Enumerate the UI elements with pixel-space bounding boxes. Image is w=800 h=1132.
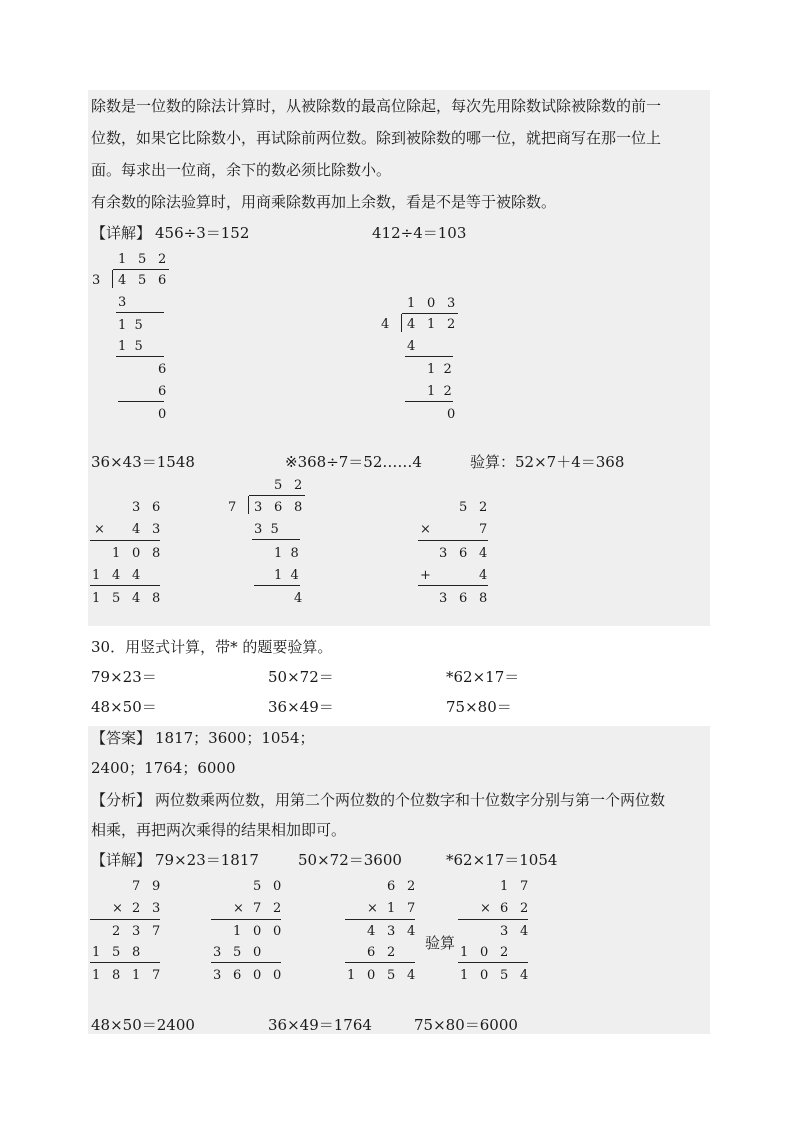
step-line bbox=[118, 401, 164, 402]
digit: 4 bbox=[132, 568, 141, 583]
digit: 7 bbox=[132, 879, 141, 894]
digit: 5 bbox=[253, 879, 262, 894]
division-bracket bbox=[112, 270, 113, 288]
digit: 4 bbox=[520, 968, 529, 983]
dividend-digit: 4 bbox=[407, 317, 416, 332]
digit: 8 bbox=[112, 968, 121, 983]
step-value: 1 2 bbox=[427, 384, 452, 399]
digit: 1 bbox=[112, 546, 121, 561]
digit: 3 bbox=[213, 968, 222, 983]
remainder: 4 bbox=[294, 591, 303, 606]
explanation-line-4: 有余数的除法验算时，用商乘除数再加上余数，看是不是等于被除数。 bbox=[91, 193, 557, 211]
analysis-line-1: 两位数乘两位数，用第二个两位数的个位数字和十位数字分别与第一个两位数 bbox=[155, 791, 666, 809]
division-bracket bbox=[401, 314, 402, 332]
problem-item: *62×17＝ bbox=[446, 668, 520, 686]
digit: 2 bbox=[273, 901, 282, 916]
digit: 0 bbox=[480, 968, 489, 983]
digit: 3 bbox=[500, 924, 509, 939]
answer-line-1: 1817；3600；1054； bbox=[155, 729, 315, 747]
digit: 0 bbox=[132, 546, 141, 561]
step-value: 3 bbox=[118, 295, 127, 310]
quotient-digit: 1 bbox=[407, 296, 416, 311]
product-line bbox=[458, 962, 528, 963]
digit: 1 bbox=[460, 968, 469, 983]
digit: 6 bbox=[459, 546, 468, 561]
digit: 6 bbox=[459, 591, 468, 606]
digit: 3 bbox=[152, 901, 161, 916]
problem-item: 48×50＝ bbox=[91, 698, 157, 716]
division-bar bbox=[113, 269, 169, 270]
step-line bbox=[405, 401, 453, 402]
division-bar bbox=[249, 495, 305, 496]
step-line bbox=[116, 356, 164, 357]
digit: 8 bbox=[152, 546, 161, 561]
divisor: 7 bbox=[228, 500, 237, 515]
step-value: 6 bbox=[158, 384, 167, 399]
times-sign: × bbox=[420, 522, 431, 537]
explanation-line-1: 除数是一位数的除法计算时，从被除数的最高位除起，每次先用除数试除被除数的前一 bbox=[91, 97, 662, 115]
digit: 1 bbox=[500, 879, 509, 894]
step-value: 6 bbox=[158, 362, 167, 377]
digit: 1 bbox=[92, 568, 101, 583]
digit: 2 bbox=[112, 924, 121, 939]
digit: 7 bbox=[152, 924, 161, 939]
digit: 6 bbox=[367, 945, 376, 960]
problem-item: 79×23＝ bbox=[91, 668, 157, 686]
product-line bbox=[211, 919, 281, 920]
digit: 8 bbox=[479, 591, 488, 606]
problem-item: 75×80＝ bbox=[446, 698, 512, 716]
digit: 9 bbox=[152, 879, 161, 894]
digit: 2 bbox=[479, 500, 488, 515]
dividend-digit: 1 bbox=[427, 317, 436, 332]
division-bracket bbox=[248, 496, 249, 514]
digit: 2 bbox=[500, 945, 509, 960]
digit: 6 bbox=[500, 901, 509, 916]
digit: 1 bbox=[233, 924, 242, 939]
step-value: 1 2 bbox=[427, 362, 452, 377]
digit: 8 bbox=[152, 591, 161, 606]
times-sign: × bbox=[112, 901, 123, 916]
explanation-line-3: 面。每求出一位商，余下的数必须比除数小。 bbox=[91, 161, 392, 179]
digit: 3 bbox=[152, 522, 161, 537]
step-value: 4 bbox=[407, 339, 416, 354]
product-line bbox=[90, 585, 160, 586]
digit: 5 bbox=[459, 500, 468, 515]
product-line bbox=[345, 962, 415, 963]
equation-75x80: 75×80＝6000 bbox=[414, 1016, 518, 1034]
digit: 0 bbox=[253, 924, 262, 939]
dividend-digit: 3 bbox=[254, 500, 263, 515]
quotient-digit: 0 bbox=[427, 296, 436, 311]
detail-label: 【详解】 bbox=[91, 224, 152, 242]
equation-368-div-7: ※368÷7＝52……4 bbox=[285, 453, 422, 471]
digit: 4 bbox=[407, 924, 416, 939]
product-line bbox=[458, 919, 528, 920]
digit: 4 bbox=[407, 968, 416, 983]
digit: 1 bbox=[387, 901, 396, 916]
digit: 2 bbox=[407, 879, 416, 894]
product-line bbox=[90, 540, 160, 541]
digit: 2 bbox=[387, 945, 396, 960]
digit: 1 bbox=[92, 591, 101, 606]
step-value: 1 4 bbox=[274, 568, 299, 583]
times-sign: × bbox=[94, 522, 105, 537]
step-value: 1 8 bbox=[274, 546, 299, 561]
digit: 4 bbox=[132, 591, 141, 606]
digit: 0 bbox=[273, 879, 282, 894]
divisor: 4 bbox=[381, 317, 390, 332]
answer-line-2: 2400；1764；6000 bbox=[91, 759, 236, 777]
digit: 6 bbox=[233, 968, 242, 983]
dividend-digit: 6 bbox=[158, 273, 167, 288]
digit: 1 bbox=[92, 945, 101, 960]
digit: 5 bbox=[387, 968, 396, 983]
digit: 6 bbox=[152, 500, 161, 515]
digit: 5 bbox=[112, 591, 121, 606]
step-value: 1 5 bbox=[118, 339, 143, 354]
digit: 3 bbox=[132, 500, 141, 515]
digit: 3 bbox=[132, 924, 141, 939]
step-line bbox=[252, 539, 300, 540]
digit: 4 bbox=[367, 924, 376, 939]
digit: 0 bbox=[480, 945, 489, 960]
step-value: 3 5 bbox=[254, 522, 279, 537]
equation-36-times-43: 36×43＝1548 bbox=[91, 453, 195, 471]
digit: 0 bbox=[367, 968, 376, 983]
dividend-digit: 8 bbox=[294, 500, 303, 515]
digit: 4 bbox=[520, 924, 529, 939]
digit: 1 bbox=[92, 968, 101, 983]
digit: 2 bbox=[132, 901, 141, 916]
verification-52-times-7: 验算：52×7＋4＝368 bbox=[470, 453, 625, 471]
equation-412-div-4: 412÷4＝103 bbox=[372, 224, 467, 242]
digit: 5 bbox=[112, 945, 121, 960]
digit: 7 bbox=[253, 901, 262, 916]
digit: 1 bbox=[460, 945, 469, 960]
times-sign: × bbox=[367, 901, 378, 916]
digit: 7 bbox=[479, 522, 488, 537]
dividend-digit: 5 bbox=[138, 273, 147, 288]
product-line bbox=[90, 919, 160, 920]
analysis-label: 【分析】 bbox=[91, 791, 152, 809]
divisor: 3 bbox=[92, 273, 101, 288]
division-bar bbox=[402, 313, 458, 314]
digit: 6 bbox=[387, 879, 396, 894]
equation-456-div-3: 456÷3＝152 bbox=[155, 224, 250, 242]
dividend-digit: 6 bbox=[274, 500, 283, 515]
equation-79x23: 79×23＝1817 bbox=[155, 851, 259, 869]
digit: 3 bbox=[439, 591, 448, 606]
step-line bbox=[254, 585, 300, 586]
digit: 2 bbox=[520, 901, 529, 916]
step-value: 1 5 bbox=[118, 318, 143, 333]
digit: 7 bbox=[152, 968, 161, 983]
equation-62x17: *62×17＝1054 bbox=[446, 851, 558, 869]
digit: 7 bbox=[520, 879, 529, 894]
digit: 4 bbox=[132, 522, 141, 537]
digit: 5 bbox=[233, 945, 242, 960]
quotient-digit: 2 bbox=[158, 252, 167, 267]
product-line bbox=[418, 540, 488, 541]
plus-sign: + bbox=[420, 568, 431, 583]
product-line bbox=[211, 962, 281, 963]
digit: 4 bbox=[479, 568, 488, 583]
equation-36x49: 36×49＝1764 bbox=[268, 1016, 372, 1034]
quotient-digit: 3 bbox=[447, 296, 456, 311]
verification-label: 验算 bbox=[425, 934, 456, 952]
digit: 1 bbox=[132, 968, 141, 983]
digit: 4 bbox=[112, 568, 121, 583]
equation-50x72: 50×72＝3600 bbox=[298, 851, 402, 869]
quotient-digit: 5 bbox=[274, 478, 283, 493]
question-30-title: 30．用竖式计算，带* 的题要验算。 bbox=[91, 638, 333, 656]
digit: 1 bbox=[347, 968, 356, 983]
digit: 0 bbox=[253, 968, 262, 983]
remainder: 0 bbox=[158, 407, 167, 422]
quotient-digit: 1 bbox=[118, 252, 127, 267]
digit: 3 bbox=[387, 924, 396, 939]
digit: 7 bbox=[407, 901, 416, 916]
quotient-digit: 2 bbox=[294, 478, 303, 493]
remainder: 0 bbox=[447, 407, 456, 422]
times-sign: × bbox=[480, 901, 491, 916]
problem-item: 50×72＝ bbox=[268, 668, 334, 686]
product-line bbox=[90, 962, 160, 963]
problem-item: 36×49＝ bbox=[268, 698, 334, 716]
dividend-digit: 2 bbox=[447, 317, 456, 332]
digit: 5 bbox=[500, 968, 509, 983]
digit: 3 bbox=[213, 945, 222, 960]
dividend-digit: 4 bbox=[118, 273, 127, 288]
digit: 4 bbox=[479, 546, 488, 561]
quotient-digit: 5 bbox=[138, 252, 147, 267]
digit: 0 bbox=[273, 924, 282, 939]
detail-label: 【详解】 bbox=[91, 851, 152, 869]
digit: 0 bbox=[253, 945, 262, 960]
equation-48x50: 48×50＝2400 bbox=[91, 1016, 195, 1034]
answer-label: 【答案】 bbox=[91, 729, 152, 747]
explanation-line-2: 位数，如果它比除数小，再试除前两位数。除到被除数的哪一位，就把商写在那一位上 bbox=[91, 129, 662, 147]
digit: 8 bbox=[132, 945, 141, 960]
product-line bbox=[345, 919, 415, 920]
step-line bbox=[116, 312, 164, 313]
analysis-line-2: 相乘，再把两次乘得的结果相加即可。 bbox=[91, 821, 347, 839]
times-sign: × bbox=[233, 901, 244, 916]
digit: 0 bbox=[273, 968, 282, 983]
digit: 3 bbox=[439, 546, 448, 561]
sum-line bbox=[418, 585, 488, 586]
step-line bbox=[405, 356, 453, 357]
